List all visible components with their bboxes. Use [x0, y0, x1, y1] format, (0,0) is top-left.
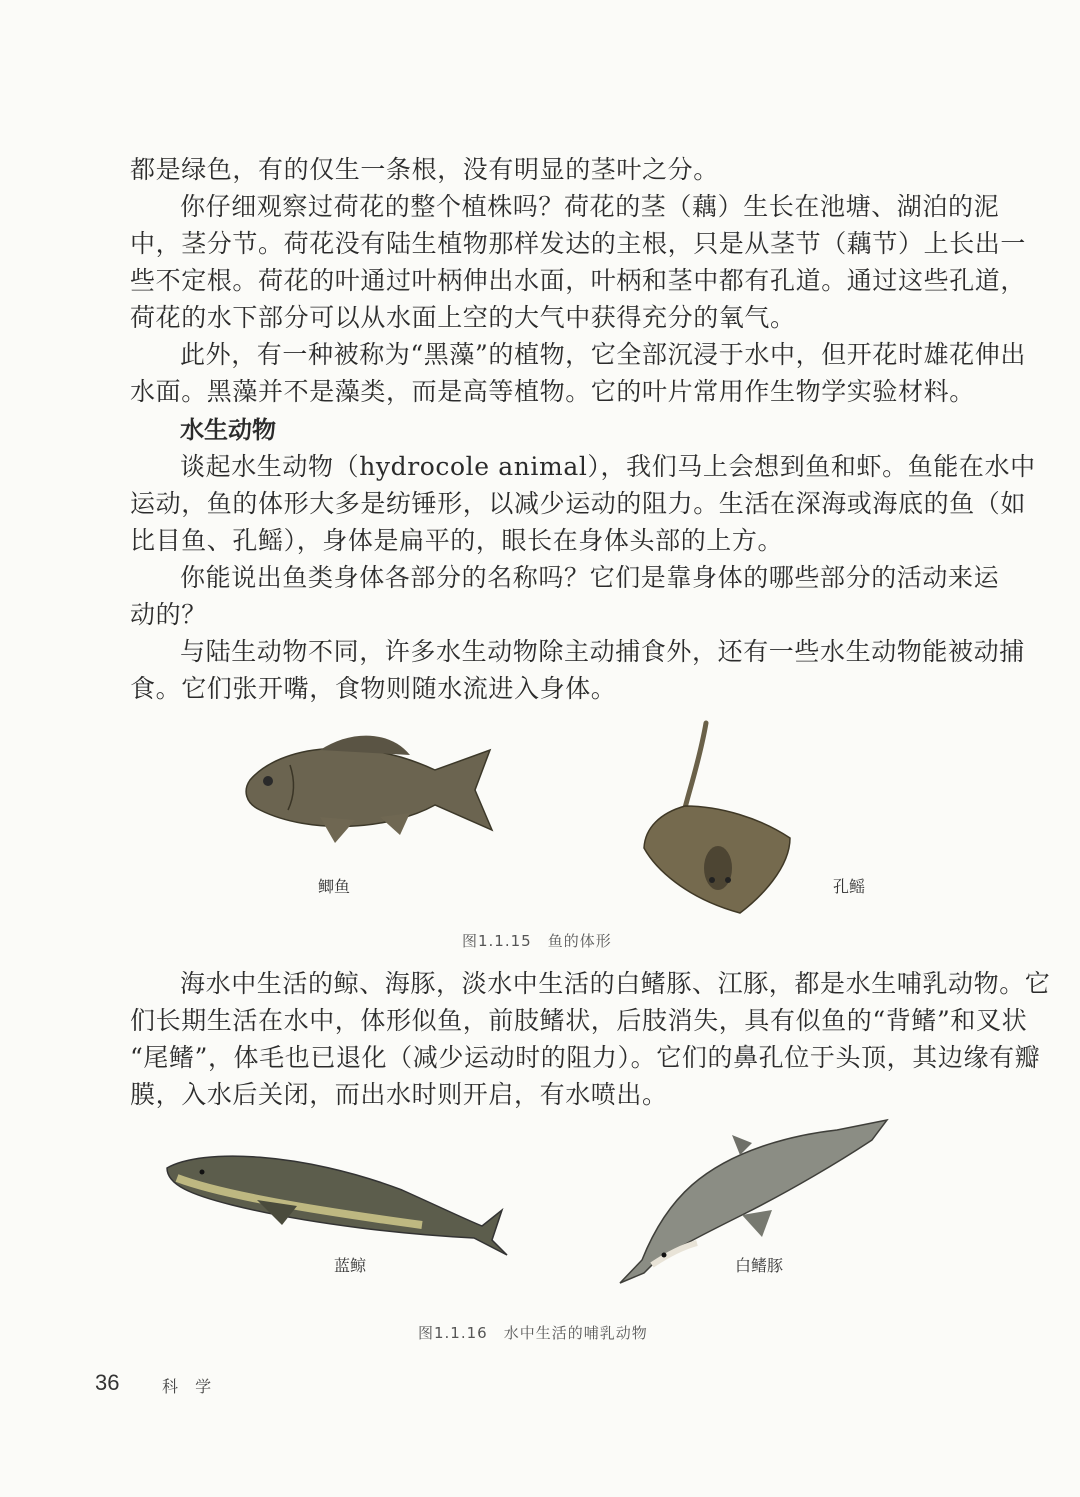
paragraph-line: 与陆生动物不同，许多水生动物除主动捕食外，还有一些水生动物能被动捕: [180, 637, 1025, 666]
blue-whale-icon: [162, 1140, 512, 1260]
page-number: 36: [95, 1370, 120, 1395]
figure-caption: 图1.1.16 水中生活的哺乳动物: [418, 1324, 648, 1342]
paragraph-line: 荷花的水下部分可以从水面上空的大气中获得充分的氧气。: [130, 303, 796, 332]
figure-label: 蓝鲸: [334, 1256, 367, 1275]
paragraph-line: 此外，有一种被称为“黑藻”的植物，它全部沉浸于水中，但开花时雄花伸出: [180, 340, 1026, 369]
paragraph-line: 些不定根。荷花的叶通过叶柄伸出水面，叶柄和茎中都有孔道。通过这些孔道，: [130, 266, 1027, 295]
paragraph-line: 中，茎分节。荷花没有陆生植物那样发达的主根，只是从茎节（藕节）上长出一: [130, 229, 1027, 258]
figure-label: 孔鳐: [833, 877, 866, 896]
ray-icon: [640, 718, 795, 918]
paragraph-line: 们长期生活在水中，体形似鱼，前肢鳍状，后肢消失，具有似鱼的“背鳍”和叉状: [130, 1006, 1028, 1035]
paragraph-line: “尾鳍”，体毛也已退化（减少运动时的阻力）。它们的鼻孔位于头顶，其边缘有瓣: [130, 1043, 1041, 1072]
paragraph-line: 运动，鱼的体形大多是纺锤形，以减少运动的阻力。生活在深海或海底的鱼（如: [130, 489, 1027, 518]
paragraph-line: 食。它们张开嘴，食物则随水流进入身体。: [130, 674, 617, 703]
paragraph-line: 都是绿色，有的仅生一条根，没有明显的茎叶之分。: [130, 155, 719, 184]
paragraph-line: 谈起水生动物（hydrocole animal），我们马上会想到鱼和虾。鱼能在水中: [180, 452, 1036, 481]
figure-caption: 图1.1.15 鱼的体形: [462, 932, 612, 950]
paragraph-line: 膜，入水后关闭，而出水时则开启，有水喷出。: [130, 1080, 668, 1109]
crucian-carp-icon: [240, 725, 500, 855]
paragraph-line: 动的？: [130, 600, 207, 629]
figure-label: 鲫鱼: [318, 877, 351, 896]
paragraph-line: 比目鱼、孔鳐），身体是扁平的，眼长在身体头部的上方。: [130, 526, 784, 555]
paragraph-line: 水面。黑藻并不是藻类，而是高等植物。它的叶片常用作生物学实验材料。: [130, 377, 975, 406]
subject-label: 科 学: [162, 1377, 218, 1396]
paragraph-line: 海水中生活的鲸、海豚，淡水中生活的白鳍豚、江豚，都是水生哺乳动物。它: [180, 969, 1051, 998]
paragraph-line: 你能说出鱼类身体各部分的名称吗？它们是靠身体的哪些部分的活动来运: [180, 563, 1000, 592]
section-heading: 水生动物: [180, 416, 276, 444]
paragraph-line: 你仔细观察过荷花的整个植株吗？荷花的茎（藕）生长在池塘、湖泊的泥: [180, 192, 1000, 221]
figure-label: 白鳍豚: [735, 1256, 784, 1275]
